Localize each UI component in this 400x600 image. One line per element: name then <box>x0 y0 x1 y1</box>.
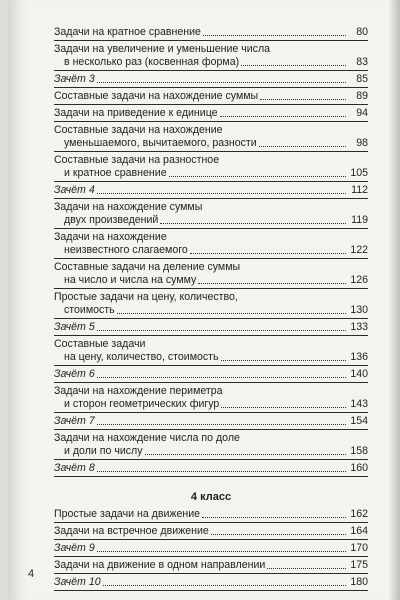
toc-entry <box>54 261 368 289</box>
toc-entry <box>54 338 368 366</box>
toc-entry-title: Простые задачи на цену, количество, <box>54 291 238 303</box>
leader-dots <box>169 176 346 177</box>
leader-dots <box>203 35 346 36</box>
toc-entry-page: 89 <box>356 90 368 102</box>
toc-entry <box>54 462 368 477</box>
leader-dots <box>97 551 346 552</box>
toc-entry-page: 80 <box>356 26 368 38</box>
toc-entry-title: Составные задачи на разностное <box>54 154 220 166</box>
toc-entry-title: Составные задачи на деление суммы <box>54 261 241 273</box>
table-of-contents <box>54 26 368 593</box>
toc-entry-title: Составные задачи на нахождение суммы <box>54 90 259 102</box>
leader-dots <box>97 193 346 194</box>
toc-entry-title: Зачёт 6 <box>54 368 95 380</box>
leader-dots <box>202 517 346 518</box>
toc-entry <box>54 432 368 460</box>
toc-entry-title: и доли по числу <box>64 445 143 457</box>
toc-entry-title: Зачёт 9 <box>54 542 95 554</box>
toc-entry-page: 130 <box>350 304 368 316</box>
toc-entry-page: 112 <box>351 184 368 196</box>
toc-entry <box>54 124 368 152</box>
toc-entry <box>54 43 368 71</box>
page-spine-shadow <box>388 0 400 600</box>
toc-entry-page: 136 <box>350 351 368 363</box>
toc-entry-title: Задачи на нахождение числа по доле <box>54 432 240 444</box>
toc-entry-page: 170 <box>350 542 368 554</box>
toc-entry <box>54 415 368 430</box>
toc-entry-title: Задачи на встречное движение <box>54 525 209 537</box>
toc-entry <box>54 368 368 383</box>
toc-entry-title: Задачи на нахождение <box>54 231 167 243</box>
leader-dots <box>260 99 346 100</box>
toc-entry <box>54 291 368 319</box>
toc-entry-title: Задачи на движение в одном направлении <box>54 559 266 571</box>
toc-entry <box>54 385 368 413</box>
toc-entry <box>54 26 368 41</box>
toc-entry <box>54 576 368 591</box>
leader-dots <box>97 471 346 472</box>
toc-entry <box>54 559 368 574</box>
leader-dots <box>97 377 346 378</box>
toc-entry-title: Задачи на нахождение периметра <box>54 385 223 397</box>
leader-dots <box>190 253 346 254</box>
leader-dots <box>211 534 346 535</box>
toc-entry <box>54 107 368 122</box>
toc-entry-title: Задачи на приведение к единице <box>54 107 218 119</box>
toc-entry-title: Простые задачи на движение <box>54 508 201 520</box>
toc-entry <box>54 154 368 182</box>
toc-entry <box>54 542 368 557</box>
toc-entry-page: 160 <box>350 462 368 474</box>
toc-entry-title: Зачёт 10 <box>54 576 101 588</box>
toc-entry-title: Составные задачи <box>54 338 146 350</box>
leader-dots <box>117 313 346 314</box>
toc-entry-page: 143 <box>350 398 368 410</box>
toc-entry-page: 119 <box>351 214 368 226</box>
leader-dots <box>97 82 346 83</box>
leader-dots <box>103 585 346 586</box>
toc-entry-page: 180 <box>350 576 368 588</box>
toc-entry-title: Задачи на увеличение и уменьшение числа <box>54 43 271 55</box>
leader-dots <box>160 223 346 224</box>
leader-dots <box>259 146 346 147</box>
toc-entry-title: Зачёт 4 <box>54 184 95 196</box>
toc-entry-page: 126 <box>350 274 368 286</box>
toc-entry-page: 162 <box>350 508 368 520</box>
toc-entry-title: на цену, количество, стоимость <box>64 351 219 363</box>
leader-dots <box>220 116 346 117</box>
section-title: 4 класс <box>190 491 232 503</box>
leader-dots <box>97 424 346 425</box>
toc-list-grade-3 <box>54 26 368 477</box>
toc-entry <box>54 201 368 229</box>
toc-entry-title: Зачёт 5 <box>54 321 95 333</box>
leader-dots <box>221 360 346 361</box>
toc-entry-title: Составные задачи на нахождение <box>54 124 223 136</box>
toc-entry <box>54 184 368 199</box>
toc-entry-title: Задачи на кратное сравнение <box>54 26 201 38</box>
toc-entry-page: 140 <box>350 368 368 380</box>
toc-entry-title: стоимость <box>64 304 115 316</box>
toc-entry <box>54 90 368 105</box>
toc-entry-page: 94 <box>356 107 368 119</box>
toc-entry-page: 158 <box>350 445 368 457</box>
toc-entry-title: неизвестного слагаемого <box>64 244 188 256</box>
toc-entry-title: Зачёт 3 <box>54 73 95 85</box>
toc-entry-title: и сторон геометрических фигур <box>64 398 220 410</box>
toc-entry-page: 175 <box>350 559 368 571</box>
leader-dots <box>97 330 346 331</box>
toc-entry <box>54 73 368 88</box>
leader-dots <box>221 407 346 408</box>
toc-entry <box>54 508 368 523</box>
toc-entry-page: 83 <box>356 56 368 68</box>
leader-dots <box>145 454 346 455</box>
toc-entry-title: Зачёт 7 <box>54 415 95 427</box>
toc-entry-title: Задачи на нахождение суммы <box>54 201 203 213</box>
toc-entry-page: 98 <box>356 137 368 149</box>
toc-entry-title: на число и числа на сумму <box>64 274 197 286</box>
leader-dots <box>198 283 346 284</box>
toc-list-grade-4 <box>54 508 368 591</box>
toc-entry-page: 122 <box>350 244 368 256</box>
toc-entry <box>54 525 368 540</box>
toc-entry-page: 105 <box>350 167 368 179</box>
toc-entry-page: 133 <box>350 321 368 333</box>
toc-entry-title: в несколько раз (косвенная форма) <box>64 56 240 68</box>
toc-entry <box>54 231 368 259</box>
page-number: 4 <box>28 568 35 580</box>
toc-entry-page: 154 <box>350 415 368 427</box>
book-page <box>8 0 400 600</box>
toc-entry-title: и кратное сравнение <box>64 167 167 179</box>
toc-entry-page: 164 <box>350 525 368 537</box>
toc-entry-title: уменьшаемого, вычитаемого, разности <box>64 137 257 149</box>
toc-entry-title: двух произведений <box>64 214 159 226</box>
leader-dots <box>267 568 346 569</box>
toc-entry-title: Зачёт 8 <box>54 462 95 474</box>
leader-dots <box>241 65 346 66</box>
toc-entry <box>54 321 368 336</box>
toc-entry-page: 85 <box>356 73 368 85</box>
